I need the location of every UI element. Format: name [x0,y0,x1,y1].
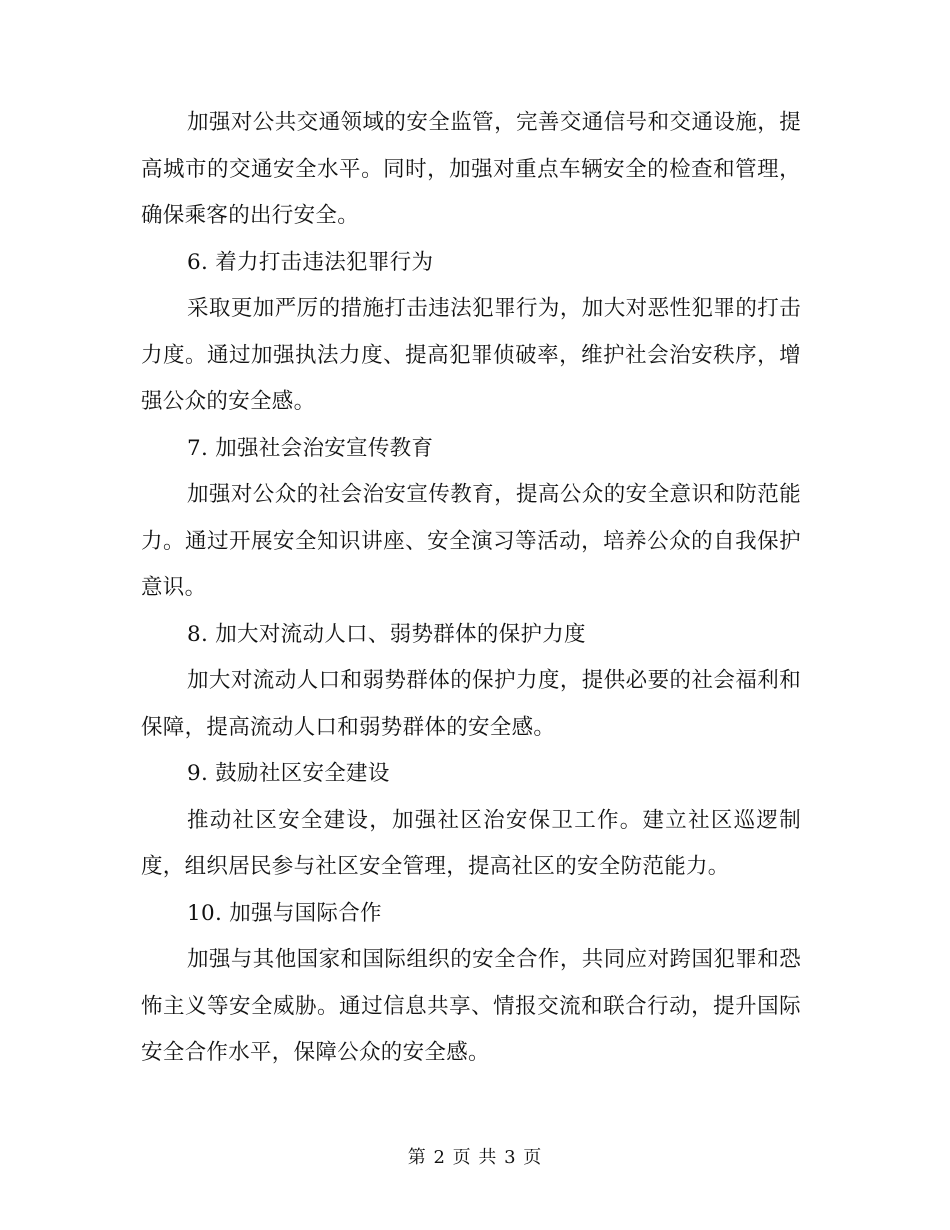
paragraph-vulnerable-groups: 加大对流动人口和弱势群体的保护力度，提供必要的社会福利和保障，提高流动人口和弱势群体的安全感。 [141,668,801,740]
document-body [141,100,801,1077]
section-heading-10: 10. 加强与国际合作 [187,900,382,926]
paragraph-crime-crackdown: 采取更加严厉的措施打击违法犯罪行为，加大对恶性犯罪的打击力度。通过加强执法力度、提高犯罪侦破率，维护社会治安秩序，增强公众的安全感。 [141,296,801,414]
section-heading-6: 6. 着力打击违法犯罪行为 [187,249,434,275]
paragraph-community-safety: 推动社区安全建设，加强社区治安保卫工作。建立社区巡逻制度，组织居民参与社区安全管理，提高社区的安全防范能力。 [141,807,801,879]
paragraph-transport-safety: 加强对公共交通领域的安全监管，完善交通信号和交通设施，提高城市的交通安全水平。同时，加强对重点车辆安全的检查和管理，确保乘客的出行安全。 [141,110,801,228]
page-number-footer: 第 2 页 共 3 页 [407,1147,543,1168]
paragraph-safety-education: 加强对公众的社会治安宣传教育，提高公众的安全意识和防范能力。通过开展安全知识讲座、安全演习等活动，培养公众的自我保护意识。 [141,482,801,600]
section-heading-9: 9. 鼓励社区安全建设 [187,761,390,786]
paragraph-international-cooperation: 加强与其他国家和国际组织的安全合作，共同应对跨国犯罪和恐怖主义等安全威胁。通过信息共享、情报交流和联合行动，提升国际安全合作水平，保障公众的安全感。 [141,947,801,1065]
section-heading-7: 7. 加强社会治安宣传教育 [187,435,434,461]
section-heading-8: 8. 加大对流动人口、弱势群体的保护力度 [187,621,586,647]
